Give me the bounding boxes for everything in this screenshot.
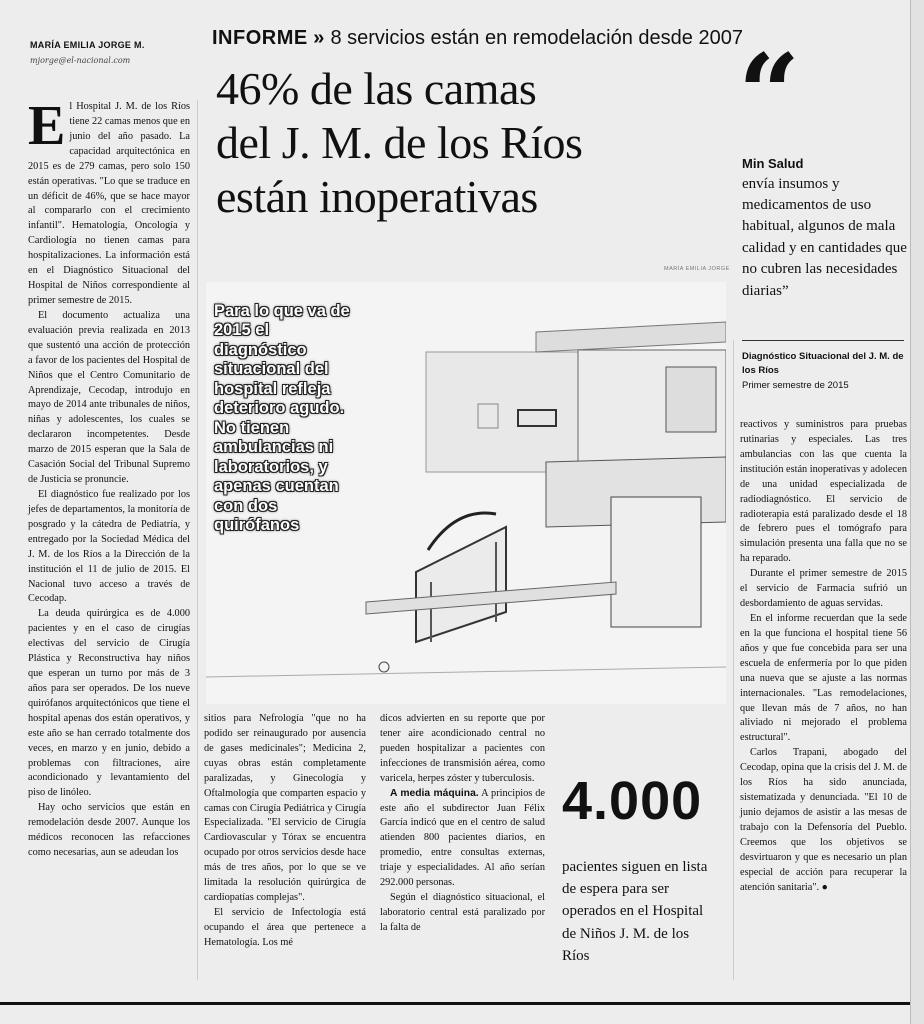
article-column-4 [740, 418, 907, 896]
author-byline: MARÍA EMILIA JORGE M. [30, 40, 145, 50]
headline-line-2: del J. M. de los Ríos [216, 116, 583, 168]
article-column-2 [204, 712, 366, 951]
quote-mark-icon: “ [738, 31, 801, 157]
quote-attribution [742, 350, 907, 393]
attribution-date: Primer semestre de 2015 [742, 379, 849, 391]
column-divider [733, 340, 734, 980]
pull-quote-source: Min Salud [742, 156, 804, 171]
highlight-number: 4.000 [562, 771, 703, 831]
kicker-separator: » [313, 27, 325, 49]
pull-quote [742, 155, 907, 302]
paragraph: La deuda quirúrgica es de 4.000 pacientes y en el caso de cirugías electivas del servicio de Cirugía Plástica y Reconstructiva hay niños que esperan un turno por más de 3 años para ser operados. De los nueve quirófanos arquitectónicos que tiene el hospital apenas dos están operativos, y este año se han cerrado totalmente dos veces, en marzo y en junio, debido a problemas con filtraciones, aire acondicionado y levantamiento del piso de linóleo. [28, 608, 190, 799]
section-kicker [212, 27, 743, 50]
paragraph-with-subhead [380, 787, 545, 891]
paragraph: Hay ocho servicios que están en remodelación desde 2007. Aunque los médicos reconocen las refacciones como necesarias, aun se adeudan los [28, 802, 190, 859]
paragraph: l Hospital J. M. de los Ríos tiene 22 camas menos que en junio del año pasado. La capacidad arquitectónica en 2015 es de 279 camas, pero solo 150 están operativas. "Lo que se traduce en un déficit de 46%, que se hace mayor al compararlo con el crecimiento infantil". Hematología, Oncología y Cardiología no tienen camas para hospitalizaciones. La información está en el Diagnóstico Situacional del Hospital de Niños correspondiente al primer semestre de 2015. [28, 101, 190, 306]
paragraph: Durante el primer semestre de 2015 el servicio de Farmacia sufrió un desbordamiento de aguas servidas. [740, 568, 907, 610]
headline [216, 62, 736, 223]
paragraph: Según el diagnóstico situacional, el laboratorio central está paralizado por la falta de [380, 892, 545, 933]
headline-line-3: están inoperativas [216, 170, 538, 222]
photo-credit: MARÍA EMILIA JORGE [664, 266, 730, 272]
article-column-1 [28, 95, 190, 861]
section-label: INFORME [212, 27, 308, 49]
quote-divider [742, 340, 904, 341]
adjacent-page-edge [910, 0, 924, 1024]
paragraph: El documento actualiza una evaluación previa realizada en 2013 que sustentó una acción de protección a favor de los pacientes del Hospital de Niños que el Centro Comunitario de Aprendizaje, Cecodap, introdujo en mayo de 2014 ante tribunales de niños, niñas y adolescentes, los cuales se declararon incompetentes. Desde marzo de 2015 esperan que la Sala de Casación Social del Tribunal Supremo de Justicia se pronuncie. [28, 309, 190, 486]
column-divider [197, 100, 198, 980]
paragraph: El servicio de Infectología está ocupando el área que pertenece a Hematología. Los mé [204, 906, 366, 948]
paragraph: dicos advierten en su reporte que por tener aire acondicionado central no pueden hospitalizar a pacientes con infecciones de transmisión aérea, como varicela, herpes zóster y tuberculosis. [380, 713, 545, 784]
headline-line-1: 46% de las camas [216, 63, 537, 114]
paragraph: reactivos y suministros para pruebas rutinarias y especiales. Las tres ambulancias con las que cuenta la institución están inoperativas y adolecen de una unidad especializada de radiodiagnóstico. El servicio de radioterapia está paralizado desde el 18 de febrero pues el tomógrafo para simulación presenta una falla que no se ha reparado. [740, 419, 907, 565]
paragraph: sitios para Nefrología "que no ha podido ser reinaugurado por ausencia de gases medicinales"; Medicina 2, cuyas obras están completamente paralizadas, y Ginecología y Oftalmología que comparten espacio y camas con Cirugía Pediátrica y Cirugía Especializada. "El servicio de Cirugía Cardiovascular y Tórax se encuentra ocupado por otros servicios desde hace más de tres años, por lo que se ve limitada la resolución quirúrgica de cardiopatías complejas". [204, 713, 366, 904]
author-email: mjorge@el-nacional.com [30, 56, 131, 65]
article-column-3 [380, 712, 545, 936]
kicker-text: 8 servicios están en remodelación desde 2007 [330, 27, 743, 49]
attribution-title: Diagnóstico Situacional del J. M. de los Ríos [742, 351, 904, 377]
drop-cap: E [28, 95, 66, 157]
paragraph-text: A principios de este año el subdirector Juan Félix García indicó que en el centro de salud atienden 800 pacientes diarios, en promedio, entre consultas externas, triaje y especialidades. Al año serían 292.000 personas. [380, 787, 545, 889]
bottom-rule [0, 1002, 924, 1005]
paragraph: El diagnóstico fue realizado por los jefes de departamentos, la monitoría de posgrado y la cátedra de Pediatría, y entregado por la Sociedad Médica del J. M. de los Ríos a la Dirección de la institución el 11 de julio de 2015. El Nacional tuvo acceso a través de Cecodap. [28, 488, 190, 605]
highlight-text: pacientes siguen en lista de espera para ser operados en el Hospital de Niños J. M. de los Ríos [562, 859, 708, 964]
paragraph: En el informe recuerdan que la sede en la que funciona el hospital tiene 56 años y que fue concebida para ser una escuela de enfermería por lo que piden una nueva que se ajuste a las normas internacionales. "Las remodelaciones, que llevan más de 7 años, no han aliviado ni mejorado el problema estructural". [740, 612, 907, 744]
photo-caption: Para lo que va de 2015 el diagnóstico situacional del hospital refleja deterioro agudo. No tienen ambulancias ni laboratorios, y apenas cuentan con dos quirófanos [214, 302, 350, 535]
subhead: A media máquina. [390, 787, 479, 799]
pull-quote-text: envía insumos y medicamentos de uso habitual, algunos de mala calidad y en cantidades que no cubren las necesidades diarias” [742, 175, 907, 299]
paragraph: Carlos Trapani, abogado del Cecodap, opina que la crisis del J. M. de los Ríos ha sido anunciada, sistematizada y denunciada. "El 10 de junio dejamos de asistir a las mesas de trabajo con la Defensoría del Pueblo. Creemos que los objetivos se desvirtuaron y que es necesario un plan especial de acción para recuperar la atención sanitaria". ● [740, 747, 907, 893]
